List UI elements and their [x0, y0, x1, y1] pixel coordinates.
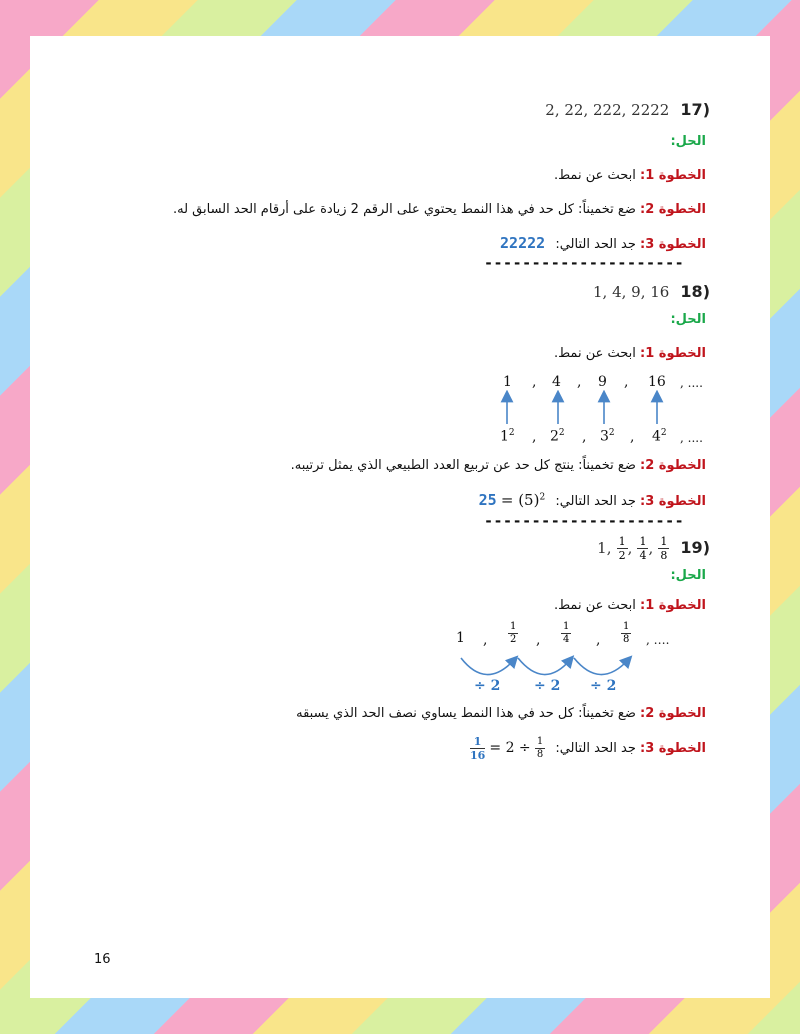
term-2: 4	[552, 374, 561, 390]
comma: ,	[630, 429, 635, 445]
problem-19-equation	[470, 736, 545, 761]
equation-rest: = (5)	[500, 491, 540, 509]
step-text: جد الحد التالي:	[555, 741, 636, 756]
problem-18-equation: $25 = (5)^2$	[478, 491, 546, 509]
sequence-fraction: $\frac{1}{2}$	[618, 535, 626, 562]
step-label: الخطوة 1:	[640, 346, 706, 361]
problem-18-answer: 25	[478, 491, 497, 509]
problem-18-number: 18)	[680, 282, 710, 301]
step-text: ابحث عن نمط.	[553, 346, 636, 361]
term-3: 9	[598, 374, 607, 390]
step-text: ابحث عن نمط.	[553, 168, 636, 183]
step-label: الخطوة 2:	[640, 202, 706, 217]
problem-17-sequence: 2, 22, 222, 2222	[545, 101, 670, 119]
step-label: الخطوة 3:	[640, 741, 706, 756]
problem-17-step-3	[500, 234, 706, 252]
base-2: $2^2$	[550, 428, 565, 445]
problem-19-step-2	[296, 706, 706, 721]
problem-18-solution-label: الحل:	[670, 312, 706, 327]
sequence-fraction: $\frac{1}{4}$	[639, 535, 647, 562]
worksheet-page	[30, 36, 770, 998]
arrows-up-group	[496, 390, 696, 426]
step-label: الخطوة 1:	[640, 598, 706, 613]
comma: ,	[582, 429, 587, 445]
step-label: الخطوة 1:	[640, 168, 706, 183]
problem-17-step-1	[554, 168, 706, 183]
halving-fraction: $\frac{1}{4}$	[563, 621, 570, 645]
comma: ,	[483, 632, 488, 648]
page-number: 16	[94, 952, 111, 967]
problem-17-number: 17)	[680, 100, 710, 119]
step-text: جد الحد التالي:	[555, 494, 636, 509]
comma: ,	[532, 429, 537, 445]
curved-arrow-icon	[574, 658, 628, 675]
separator: ---------------------	[484, 254, 685, 272]
step-label: الخطوة 2:	[640, 706, 706, 721]
comma: ,	[536, 632, 541, 648]
separator: ---------------------	[484, 512, 685, 530]
problem-18-sequence: 1, 4, 9, 16	[593, 283, 670, 301]
problem-19-answer: $\frac{1}{16}$	[469, 735, 486, 762]
curved-arrow-icon	[461, 658, 514, 675]
ellipsis: , ....	[680, 431, 703, 445]
problem-19-sequence-first: 1,	[597, 539, 612, 557]
equation-fraction: $\frac{1}{8}$	[536, 736, 544, 760]
step-label: الخطوة 3:	[640, 494, 706, 509]
ellipsis: , ....	[680, 376, 703, 390]
sequence-fraction: $\frac{1}{8}$	[660, 535, 668, 562]
base-3: $3^2$	[600, 428, 615, 445]
problem-19-number: 19)	[680, 538, 710, 557]
problem-19-solution-label: الحل:	[670, 568, 706, 583]
curved-arrow-icon	[518, 658, 570, 675]
divide-by-2-label: ÷ 2	[474, 678, 501, 694]
halving-fraction: $\frac{1}{8}$	[623, 621, 630, 645]
term-first: 1	[456, 630, 465, 646]
comma: ,	[577, 374, 582, 390]
ellipsis: , ….	[646, 633, 670, 647]
problem-18-step-3	[479, 491, 706, 509]
comma: ,	[532, 374, 537, 390]
divide-by-2-label: ÷ 2	[590, 678, 617, 694]
problem-19-step-3	[470, 736, 706, 761]
step-text: ابحث عن نمط.	[553, 598, 636, 613]
base-4: $4^2$	[652, 428, 667, 445]
term-4: 16	[648, 374, 666, 390]
divide-by-2-label: ÷ 2	[534, 678, 561, 694]
problem-17-header	[545, 100, 710, 119]
problem-17-solution-label: الحل:	[670, 134, 706, 149]
term-1: 1	[503, 374, 512, 390]
problem-18-header	[593, 282, 710, 301]
step-text: جد الحد التالي:	[555, 237, 636, 252]
comma: ,	[624, 374, 629, 390]
halving-fraction: $\frac{1}{2}$	[510, 621, 517, 645]
comma: ,	[596, 632, 601, 648]
problem-17-step-2	[173, 202, 706, 217]
step-label: الخطوة 3:	[640, 237, 706, 252]
problem-18-step-1	[554, 346, 706, 361]
step-text: ضع تخميناً: كل حد في هذا النمط يحتوي على الرقم 2 زيادة على أرقام الحد السابق له.	[172, 202, 636, 217]
base-1: $1^2$	[500, 428, 515, 445]
step-label: الخطوة 2:	[640, 458, 706, 473]
problem-19-step-1	[554, 598, 706, 613]
problem-19-header: 1, $\frac{1}{2}$ , $\frac{1}{4}$ , $\frac{1}{8}$ 19)	[597, 535, 710, 562]
equation-rest: = 2 ÷	[489, 740, 531, 756]
problem-17-answer: 22222	[500, 234, 546, 252]
problem-18-step-2	[291, 458, 706, 473]
step-text: ضع تخميناً: ينتج كل حد عن تربيع العدد الطبيعي الذي يمثل ترتيبه.	[290, 458, 636, 473]
step-text: ضع تخميناً: كل حد في هذا النمط يساوي نصف الحد الذي يسبقه	[296, 706, 636, 721]
